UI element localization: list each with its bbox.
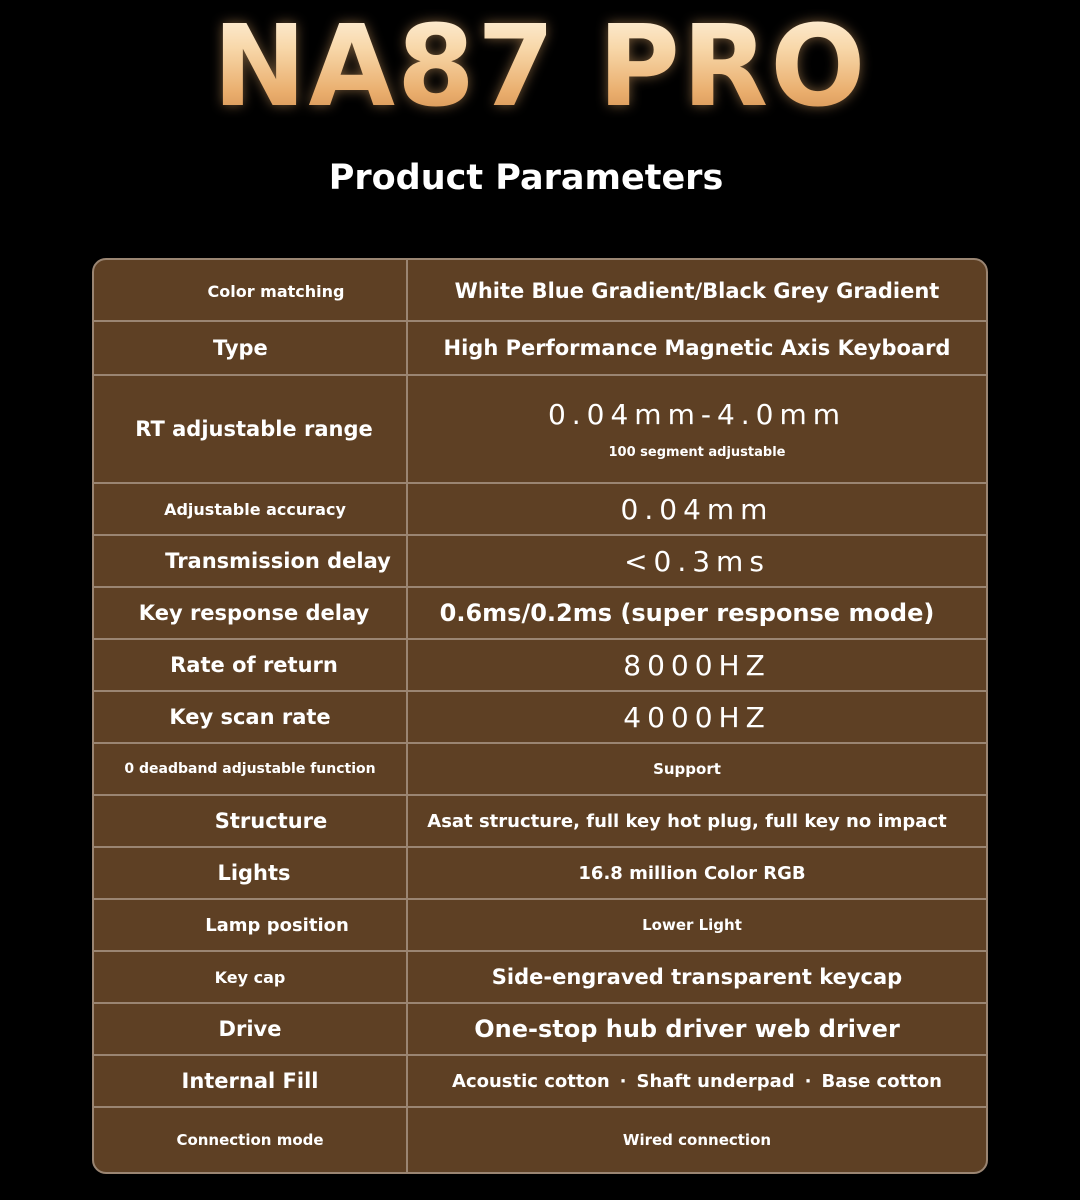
table-row-rate-of-return (94, 638, 986, 690)
table-row-adjustable-accuracy (94, 482, 986, 534)
row-value-cell (408, 376, 986, 482)
row-label: Lights (217, 861, 291, 885)
row-value-cell (408, 848, 986, 898)
row-label-cell (94, 1108, 406, 1172)
row-label: Key cap (214, 967, 286, 987)
row-label: RT adjustable range (135, 417, 373, 441)
table-row-color-matching (94, 260, 986, 322)
row-value: Wired connection (622, 1131, 772, 1149)
row-value: 8000HZ (623, 648, 771, 682)
row-label-cell (94, 376, 406, 482)
row-value-note: 100 segment adjustable (608, 445, 786, 460)
row-value-cell (408, 796, 986, 846)
row-value-cell (408, 536, 986, 586)
row-value-cell (408, 1004, 986, 1054)
table-row-key-response-delay (94, 586, 986, 638)
table-row-lamp-position (94, 898, 986, 950)
row-value-cell (408, 1108, 986, 1172)
row-value: Side-engraved transparent keycap (491, 965, 903, 989)
table-row-structure (94, 794, 986, 846)
row-label: Drive (218, 1017, 282, 1041)
row-label-cell (94, 744, 406, 794)
row-label: Structure (214, 809, 328, 833)
row-label: Key response delay (138, 601, 370, 625)
parameters-table (92, 258, 988, 1174)
row-value-cell (408, 692, 986, 742)
row-label-cell (94, 1004, 406, 1054)
row-label: Color matching (207, 281, 345, 301)
row-label-cell (94, 1056, 406, 1106)
row-value: 0.04mm-4.0mm (547, 398, 847, 431)
table-row-deadband (94, 742, 986, 794)
row-value: White Blue Gradient/Black Grey Gradient (454, 279, 940, 303)
row-label: Adjustable accuracy (164, 499, 346, 519)
row-value: 0.04mm (620, 492, 774, 526)
separator-dot: · (619, 1070, 627, 1092)
row-label: Transmission delay (165, 549, 391, 573)
row-label: Lamp position (205, 914, 349, 936)
product-name-title: NA87 PRO (0, 2, 1080, 132)
row-value: High Performance Magnetic Axis Keyboard (443, 336, 951, 360)
row-value: 16.8 million Color RGB (578, 862, 806, 884)
table-row-key-scan-rate (94, 690, 986, 742)
row-value: 4000HZ (623, 700, 771, 734)
row-label-cell (94, 640, 406, 690)
row-label-cell (94, 796, 406, 846)
fill-part-acoustic-cotton: Acoustic cotton (452, 1070, 610, 1092)
row-label-cell (94, 900, 406, 950)
row-label: Type (213, 336, 268, 360)
row-label: Internal Fill (181, 1069, 319, 1093)
table-row-transmission-delay (94, 534, 986, 586)
table-row-lights (94, 846, 986, 898)
table-row-key-cap (94, 950, 986, 1002)
row-label-cell (94, 848, 406, 898)
row-label: 0 deadband adjustable function (124, 761, 376, 777)
row-value-cell (408, 640, 986, 690)
table-row-type (94, 320, 986, 374)
table-row-drive (94, 1002, 986, 1054)
row-value-cell (408, 900, 986, 950)
row-label-cell (94, 484, 406, 534)
row-label-cell (94, 322, 406, 374)
separator-dot: · (804, 1070, 812, 1092)
fill-part-shaft-underpad: Shaft underpad (636, 1070, 795, 1092)
row-value-cell (408, 588, 986, 638)
row-label-cell (94, 536, 406, 586)
row-value-cell (408, 484, 986, 534)
row-value-cell (408, 322, 986, 374)
row-label: Connection mode (176, 1131, 324, 1149)
table-row-internal-fill (94, 1054, 986, 1106)
row-label-cell (94, 260, 406, 322)
row-value-cell (408, 260, 986, 322)
row-value-cell (408, 1056, 986, 1106)
fill-part-base-cotton: Base cotton (821, 1070, 942, 1092)
row-value-cell (408, 744, 986, 794)
row-label: Rate of return (170, 653, 338, 677)
row-label-cell (94, 952, 406, 1002)
row-value: One-stop hub driver web driver (474, 1015, 900, 1043)
table-row-rt-range (94, 374, 986, 482)
row-value: Support (653, 760, 721, 778)
row-label-cell (94, 588, 406, 638)
table-row-connection-mode (94, 1106, 986, 1172)
row-value: Asat structure, full key hot plug, full key no impact (427, 810, 947, 832)
row-value: 0.6ms/0.2ms (super response mode) (439, 599, 935, 627)
row-value: <0.3ms (624, 544, 770, 578)
row-label: Key scan rate (169, 705, 331, 729)
row-value (452, 1071, 942, 1092)
row-value: Lower Light (642, 916, 742, 934)
row-value-cell (408, 952, 986, 1002)
section-title: Product Parameters (328, 158, 724, 198)
row-label-cell (94, 692, 406, 742)
